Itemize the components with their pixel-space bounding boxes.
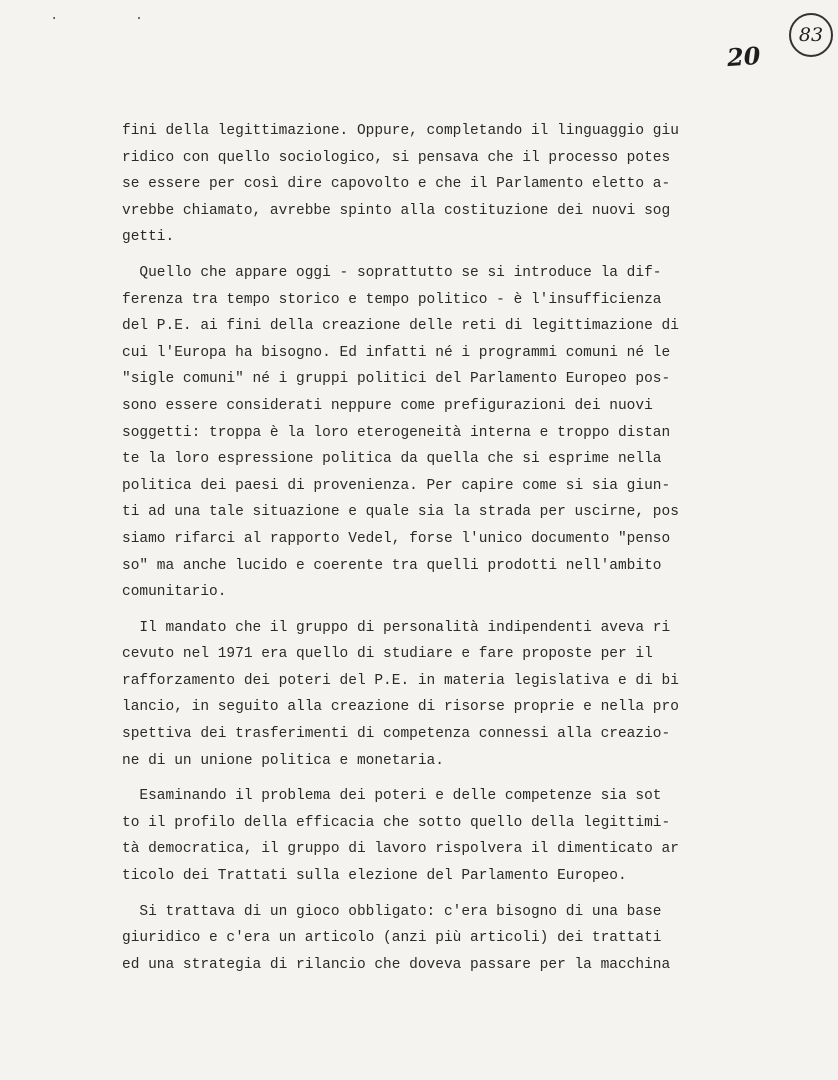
text-line: te la loro espressione politica da quella che si esprime nella [122,451,662,468]
text-line: giuridico e c'era un articolo (anzi più articoli) dei trattati [122,930,662,947]
text-line: so" ma anche lucido e coerente tra quelli prodotti nell'ambito [122,557,662,574]
text-line: spettiva dei trasferimenti di competenza connessi alla creazio- [122,726,671,743]
text-line: rafforzamento dei poteri del P.E. in materia legislativa e di bi [122,672,679,689]
text-line: se essere per così dire capovolto e che il Parlamento eletto a- [122,176,671,193]
text-line: tà democratica, il gruppo di lavoro rispolvera il dimenticato ar [122,841,679,858]
text-line: "sigle comuni" né i gruppi politici del Parlamento Europeo pos- [122,371,671,388]
text-line: Quello che appare oggi - soprattutto se si introduce la dif- [122,264,662,281]
text-line: ticolo dei Trattati sulla elezione del Parlamento Europeo. [122,868,627,885]
text-line: vrebbe chiamato, avrebbe spinto alla costituzione dei nuovi sog [122,202,671,219]
text-line: soggetti: troppa è la loro eterogeneità interna e troppo distan [122,424,671,441]
text-line: lancio, in seguito alla creazione di risorse proprie e nella pro [122,699,679,716]
text-line: siamo rifarci al rapporto Vedel, forse l'unico documento "penso [122,530,671,547]
typewritten-body-text [122,118,762,978]
text-line: ed una strategia di rilancio che doveva passare per la macchina [122,956,671,973]
text-line: Il mandato che il gruppo di personalità indipendenti aveva ri [122,619,671,636]
paragraph-gap [122,251,762,260]
text-line: Si trattava di un gioco obbligato: c'era bisogno di una base [122,903,662,920]
text-line: getti. [122,229,175,246]
text-line: cui l'Europa ha bisogno. Ed infatti né i programmi comuni né le [122,344,671,361]
text-line: del P.E. ai fini della creazione delle reti di legittimazione di [122,318,679,335]
text-line: ridico con quello sociologico, si pensava che il processo potes [122,149,671,166]
text-line: fini della legittimazione. Oppure, completando il linguaggio giu [122,123,679,139]
circled-page-number-stamp: 83 [789,13,833,57]
paragraph-gap [122,774,762,783]
text-line: ne di un unione politica e monetaria. [122,752,444,769]
handwritten-page-number: 20 [726,40,762,73]
text-line: ti ad una tale situazione e quale sia la strada per uscirne, pos [122,504,679,521]
text-line: sono essere considerati neppure come prefigurazioni dei nuovi [122,397,653,414]
text-line: cevuto nel 1971 era quello di studiare e fare proposte per il [122,646,653,663]
paragraph-gap [122,606,762,615]
text-line: politica dei paesi di provenienza. Per capire come si sia giun- [122,477,671,494]
margin-dots: . . [50,8,178,24]
text-line: to il profilo della efficacia che sotto quello della legittimi- [122,814,671,831]
text-line: Esaminando il problema dei poteri e delle competenze sia sot [122,788,662,805]
text-line: comunitario. [122,584,227,601]
text-line: ferenza tra tempo storico e tempo politico - è l'insufficienza [122,291,662,308]
paragraph-gap [122,890,762,899]
